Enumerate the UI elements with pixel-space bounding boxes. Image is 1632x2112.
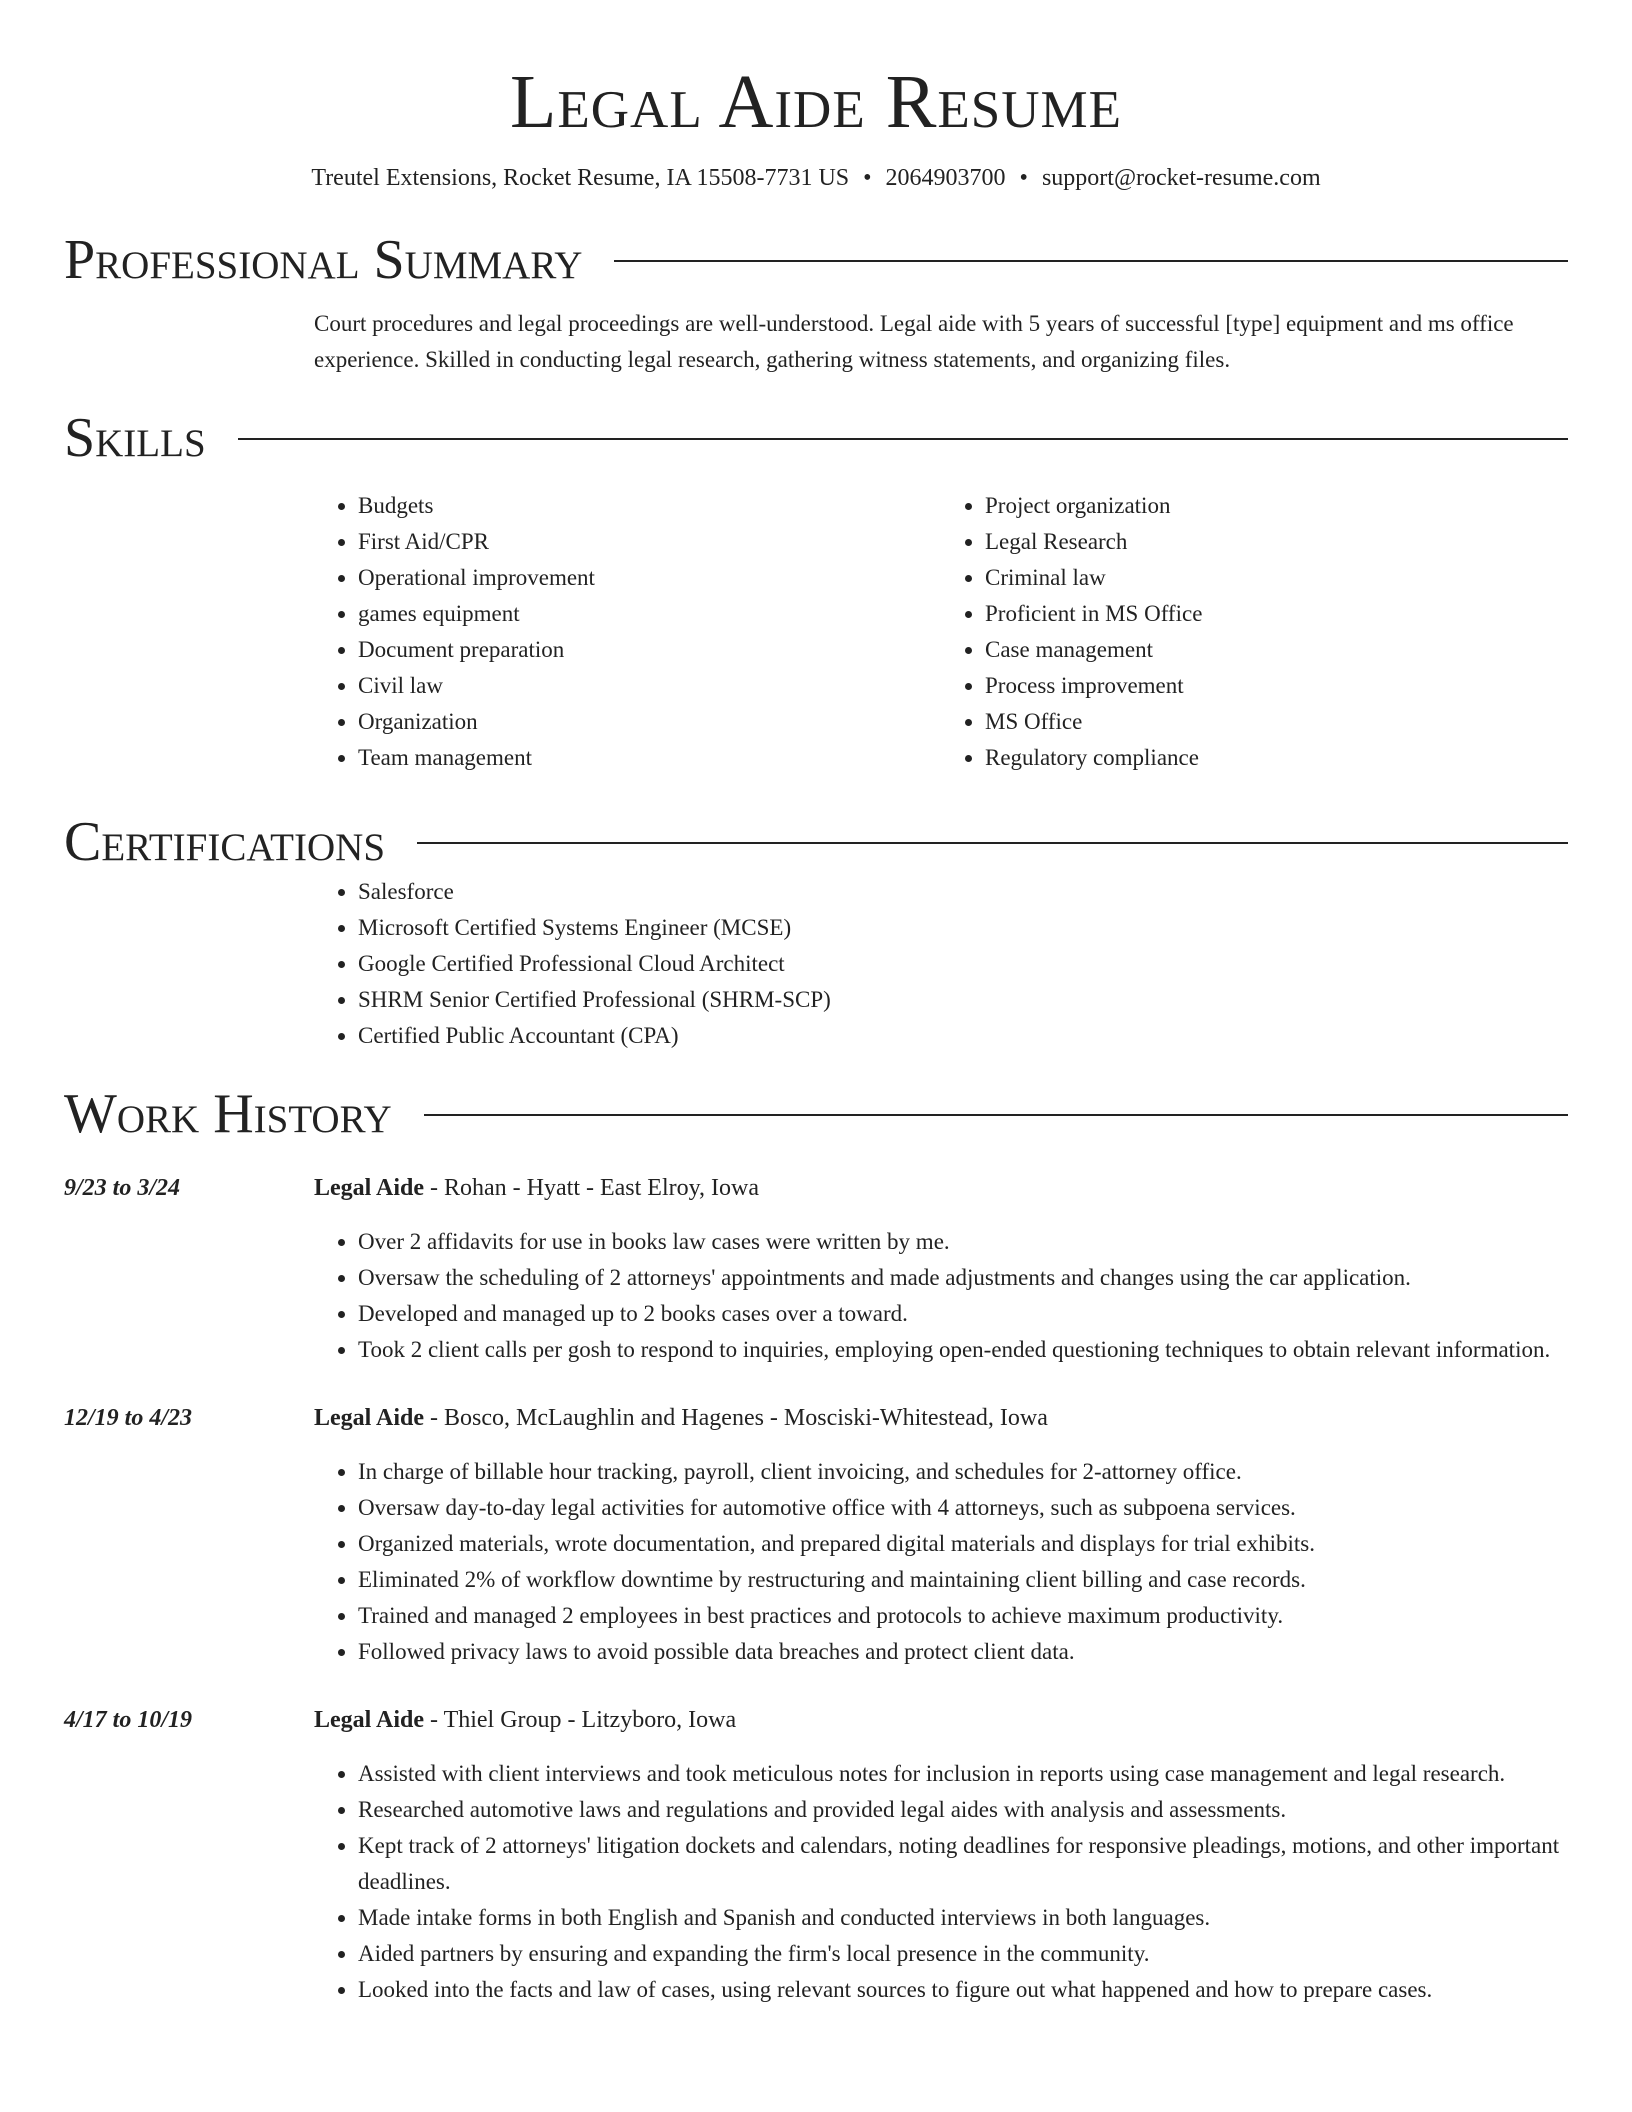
skill-item: • Process improvement	[985, 668, 1568, 704]
certifications-section-header	[64, 810, 1568, 874]
job-dates: 12/19 to 4/23	[64, 1405, 193, 1431]
section-divider	[424, 1114, 1568, 1116]
skills-section-header	[64, 406, 1568, 470]
certifications-heading: Certifications	[64, 811, 386, 873]
job-duty: • Followed privacy laws to avoid possible data breaches and protect client data.	[358, 1634, 1568, 1670]
job-entry	[64, 1400, 1568, 1670]
skills-columns	[314, 488, 1568, 776]
skills-list-left	[314, 488, 941, 776]
skill-item: • Proficient in MS Office	[985, 596, 1568, 632]
contact-address: Treutel Extensions, Rocket Resume, IA 15508-7731 US	[311, 165, 850, 191]
skills-list-right	[941, 488, 1568, 776]
separator-dot: •	[863, 165, 872, 191]
skill-item: • Team management	[358, 740, 941, 776]
job-title-line	[314, 1702, 1568, 1738]
job-duty: • Made intake forms in both English and Spanish and conducted interviews in both languages.	[358, 1900, 1568, 1936]
skill-item: • Legal Research	[985, 524, 1568, 560]
skills-heading: Skills	[64, 407, 206, 469]
work-section-header	[64, 1082, 1568, 1146]
job-duty: • Eliminated 2% of workflow downtime by restructuring and maintaining client billing and case records.	[358, 1562, 1568, 1598]
contact-email: support@rocket-resume.com	[1041, 165, 1321, 191]
job-duties	[314, 1224, 1568, 1368]
skill-item: • Regulatory compliance	[985, 740, 1568, 776]
certification-item: • Certified Public Accountant (CPA)	[358, 1018, 1568, 1054]
contact-line	[64, 162, 1568, 194]
skill-item: • Project organization	[985, 488, 1568, 524]
job-employer: - Bosco, McLaughlin and Hagenes - Mosciski-Whitestead, Iowa	[424, 1405, 1048, 1431]
job-title-line	[314, 1170, 1568, 1206]
job-duty: • Organized materials, wrote documentation, and prepared digital materials and displays for trial exhibits.	[358, 1526, 1568, 1562]
job-entry	[64, 1702, 1568, 2008]
job-employer: - Thiel Group - Litzyboro, Iowa	[424, 1707, 737, 1733]
contact-phone: 2064903700	[885, 165, 1006, 191]
job-duty: • Oversaw day-to-day legal activities for automotive office with 4 attorneys, such as subpoena services.	[358, 1490, 1568, 1526]
skill-item: • Document preparation	[358, 632, 941, 668]
job-duty: • Aided partners by ensuring and expanding the firm's local presence in the community.	[358, 1936, 1568, 1972]
skill-item: • MS Office	[985, 704, 1568, 740]
job-duty: • Over 2 affidavits for use in books law cases were written by me.	[358, 1224, 1568, 1260]
job-title: Legal Aide	[314, 1405, 425, 1431]
separator-dot: •	[1019, 165, 1028, 191]
job-entry	[64, 1170, 1568, 1368]
skill-item: • Criminal law	[985, 560, 1568, 596]
job-title: Legal Aide	[314, 1707, 425, 1733]
certification-item: • Microsoft Certified Systems Engineer (MCSE)	[358, 910, 1568, 946]
job-title: Legal Aide	[314, 1175, 425, 1201]
skill-item: • Organization	[358, 704, 941, 740]
skill-item: • First Aid/CPR	[358, 524, 941, 560]
job-duty: • Took 2 client calls per gosh to respond to inquiries, employing open-ended questioning techniques to obtain relevant information.	[358, 1332, 1568, 1368]
skill-item: • Operational improvement	[358, 560, 941, 596]
job-duty: • Developed and managed up to 2 books cases over a toward.	[358, 1296, 1568, 1332]
job-duty: • Assisted with client interviews and took meticulous notes for inclusion in reports using case management and legal research.	[358, 1756, 1568, 1792]
resume-title: Legal Aide Resume	[509, 60, 1123, 144]
job-duty: • Looked into the facts and law of cases, using relevant sources to figure out what happened and how to prepare cases.	[358, 1972, 1568, 2008]
skill-item: • Case management	[985, 632, 1568, 668]
job-duty: • Researched automotive laws and regulations and provided legal aides with analysis and assessments.	[358, 1792, 1568, 1828]
job-duty: • Trained and managed 2 employees in best practices and protocols to achieve maximum productivity.	[358, 1598, 1568, 1634]
section-divider	[238, 438, 1568, 440]
certification-item: • SHRM Senior Certified Professional (SHRM-SCP)	[358, 982, 1568, 1018]
section-divider	[417, 842, 1568, 844]
job-duties	[314, 1454, 1568, 1670]
summary-heading: Professional Summary	[64, 229, 583, 291]
work-heading: Work History	[64, 1083, 392, 1145]
job-dates: 4/17 to 10/19	[64, 1707, 193, 1733]
job-title-line	[314, 1400, 1568, 1436]
job-duties	[314, 1756, 1568, 2008]
job-employer: - Rohan - Hyatt - East Elroy, Iowa	[424, 1175, 760, 1201]
summary-section-header	[64, 228, 1568, 292]
summary-text: Court procedures and legal proceedings are well-understood. Legal aide with 5 years of successful [type] equipment and ms office experience. Skilled in conducting legal research, gathering witness statements, and organizing files.	[314, 311, 1514, 372]
job-duty: • Kept track of 2 attorneys' litigation dockets and calendars, noting deadlines for responsive pleadings, motions, and other important deadlines.	[358, 1828, 1568, 1900]
certifications-list	[314, 874, 1568, 1054]
job-duty: • In charge of billable hour tracking, payroll, client invoicing, and schedules for 2-attorney office.	[358, 1454, 1568, 1490]
certification-item: • Google Certified Professional Cloud Architect	[358, 946, 1568, 982]
section-divider	[614, 260, 1568, 262]
job-duty: • Oversaw the scheduling of 2 attorneys' appointments and made adjustments and changes using the car application.	[358, 1260, 1568, 1296]
skill-item: • Civil law	[358, 668, 941, 704]
job-dates: 9/23 to 3/24	[64, 1175, 181, 1201]
certification-item: • Salesforce	[358, 874, 1568, 910]
skill-item: • games equipment	[358, 596, 941, 632]
skill-item: • Budgets	[358, 488, 941, 524]
